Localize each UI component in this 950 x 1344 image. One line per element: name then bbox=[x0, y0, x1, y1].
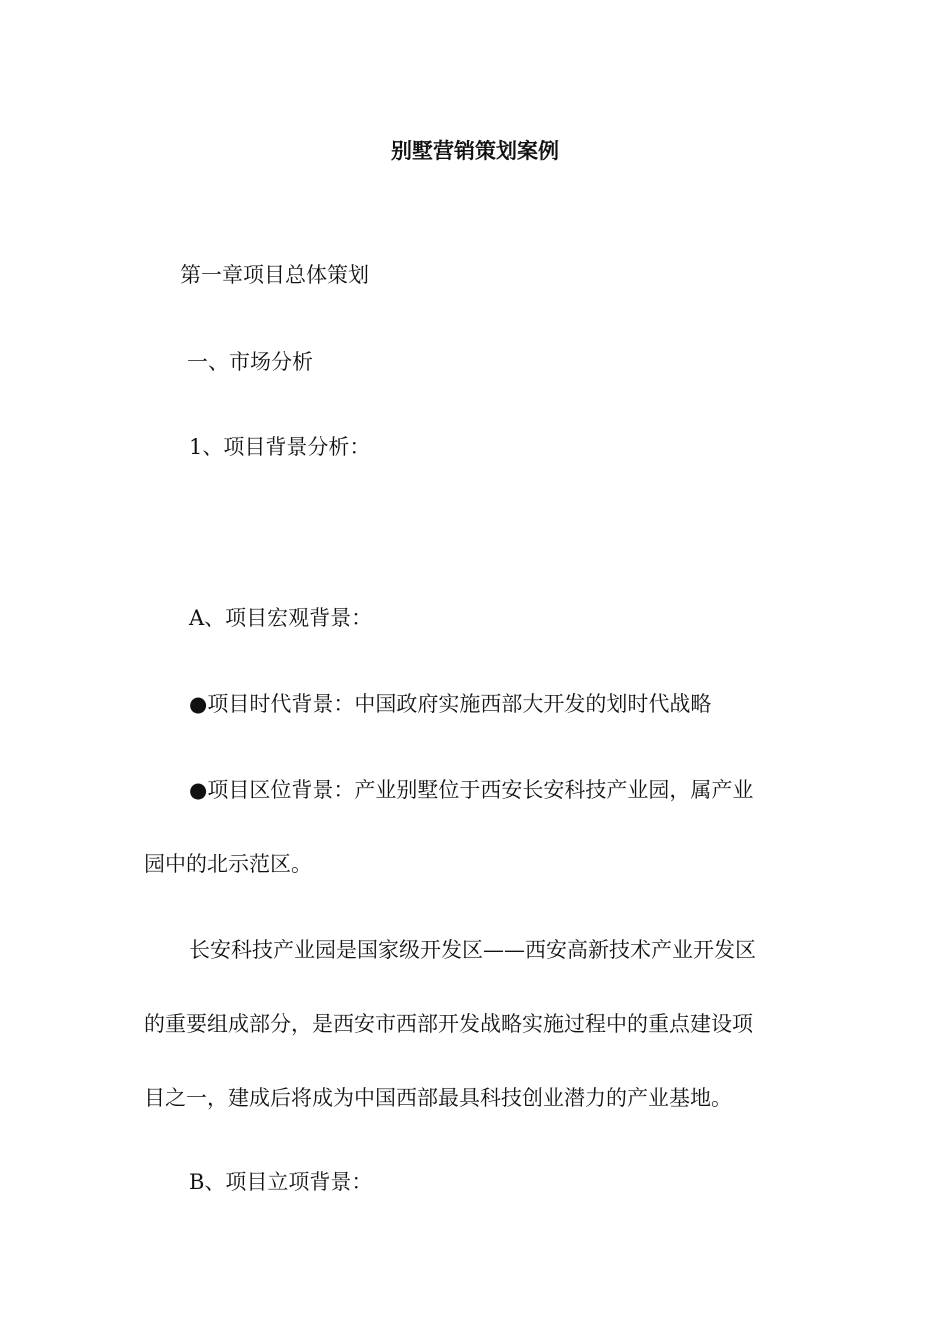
bullet-location-background-line-1: ●项目区位背景：产业别墅位于西安长安科技产业园，属产业 bbox=[189, 778, 754, 802]
bullet-era-background: ●项目时代背景：中国政府实施西部大开发的划时代战略 bbox=[189, 692, 712, 716]
bullet-location-background-line-2: 园中的北示范区。 bbox=[144, 852, 312, 876]
subsection-heading: 1、项目背景分析： bbox=[189, 435, 371, 459]
paragraph-line-2: 的重要组成部分，是西安市西部开发战略实施过程中的重点建设项 bbox=[144, 1012, 753, 1036]
chapter-heading: 第一章项目总体策划 bbox=[180, 263, 369, 287]
document-title: 别墅营销策划案例 bbox=[391, 139, 559, 163]
paragraph-line-1: 长安科技产业园是国家级开发区——西安高新技术产业开发区 bbox=[189, 938, 756, 962]
item-heading-b: B、项目立项背景： bbox=[189, 1170, 373, 1194]
section-heading: 一、市场分析 bbox=[187, 350, 313, 374]
paragraph-line-3: 目之一，建成后将成为中国西部最具科技创业潜力的产业基地。 bbox=[144, 1086, 732, 1110]
item-heading-a: A、项目宏观背景： bbox=[189, 606, 373, 630]
